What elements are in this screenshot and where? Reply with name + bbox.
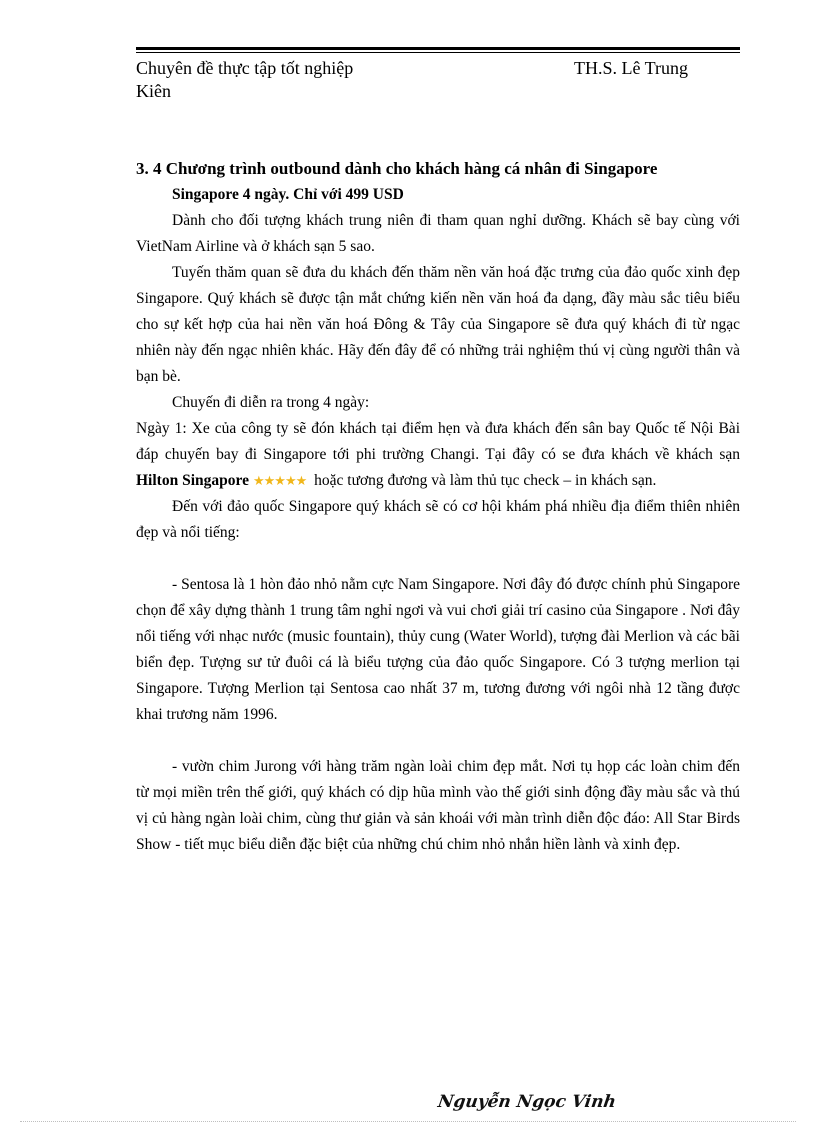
header-author-wrap: Kiên [136, 81, 171, 101]
paragraph-tour-description: Tuyến thăm quan sẽ đưa du khách đến thăm nền văn hoá đặc trưng của đảo quốc xinh đẹp Singapore. Quý khách sẽ được tận mắt chứng kiến nền văn hoá đa dạng, đầy màu sắc tiêu biểu cho sự kết hợp của hai nền văn hoá Đông & Tây của Singapore sẽ đưa quý khách đi từ ngạc nhiên này đến ngạc nhiên khác. Hãy đến đây để có những trải nghiệm thú vị cùng người thân và bạn bè. [136, 264, 740, 385]
paragraph-day-1 [136, 416, 740, 494]
section-heading: 3. 4 Chương trình outbound dành cho khách hàng cá nhân đi Singapore [136, 159, 658, 178]
paragraph-duration: Chuyến đi diễn ra trong 4 ngày: [172, 394, 370, 411]
paragraph-intro: Dành cho đối tượng khách trung niên đi tham quan nghỉ dưỡng. Khách sẽ bay cùng với VietNam Airline và ở khách sạn 5 sao. [136, 212, 740, 255]
header-right-author: TH.S. Lê Trung [574, 58, 689, 78]
paragraph-jurong: - vườn chim Jurong với hàng trăm ngàn loài chim đẹp mắt. Nơi tụ họp các loàn chim đến từ mọi miền trên thế giới, quý khách có dịp hũa mình vào thế giới sinh động đầy màu sắc và thú vị củ hàng ngàn loài chim, cùng thư giản và sản khoái với màn trình diễn độc đáo: All Star Birds Show - tiết mục biểu diễn đặc biệt của những chú chim nhỏ nhắn hiền lành và xinh đẹp. [136, 758, 740, 853]
day1-text-after: hoặc tương đương và làm thủ tục check – in khách sạn. [314, 472, 657, 489]
header-rule-thin [136, 52, 740, 53]
paragraph-destinations: Đến với đảo quốc Singapore quý khách sẽ có cơ hội khám phá nhiều địa điểm thiên nhiên đẹp và nổi tiếng: [136, 498, 740, 541]
footer-signature: Nguyễn Ngọc Vinh [436, 1092, 618, 1112]
five-star-rating-icon: ★★★★★ [252, 473, 307, 488]
paragraph-sentosa: - Sentosa là 1 hòn đảo nhỏ nằm cực Nam Singapore. Nơi đây đó được chính phủ Singapore chọn để xây dựng thành 1 trung tâm nghỉ ngơi và vui chơi giải trí casino của Singapore . Nơi đây nổi tiếng với nhạc nước (music fountain), thủy cung (Water World), tượng đài Merlion và các bãi biển đẹp. Tượng sư tử đuôi cá là biểu tượng của đảo quốc Singapore. Có 3 tượng merlion tại Singapore. Tượng Merlion tại Sentosa cao nhất 37 m, tương đương với ngôi nhà 12 tầng được khai trương năm 1996. [136, 576, 740, 723]
header-rule-thick [136, 47, 740, 50]
header-left-title: Chuyên đề thực tập tốt nghiệp [136, 58, 354, 78]
spacer [136, 728, 740, 754]
spacer [136, 546, 740, 572]
day1-text-before: Ngày 1: Xe của công ty sẽ đón khách tại điểm hẹn và đưa khách đến sân bay Quốc tế Nội Bài đáp chuyến bay đi Singapore tới phi trường Changi. Tại đây có se đưa khách về khách sạn [136, 420, 740, 463]
footer-dotted-line [20, 1121, 796, 1122]
document-body [136, 156, 740, 858]
section-subheading: Singapore 4 ngày. Chỉ với 499 USD [172, 186, 404, 203]
hotel-name: Hilton Singapore [136, 472, 249, 489]
